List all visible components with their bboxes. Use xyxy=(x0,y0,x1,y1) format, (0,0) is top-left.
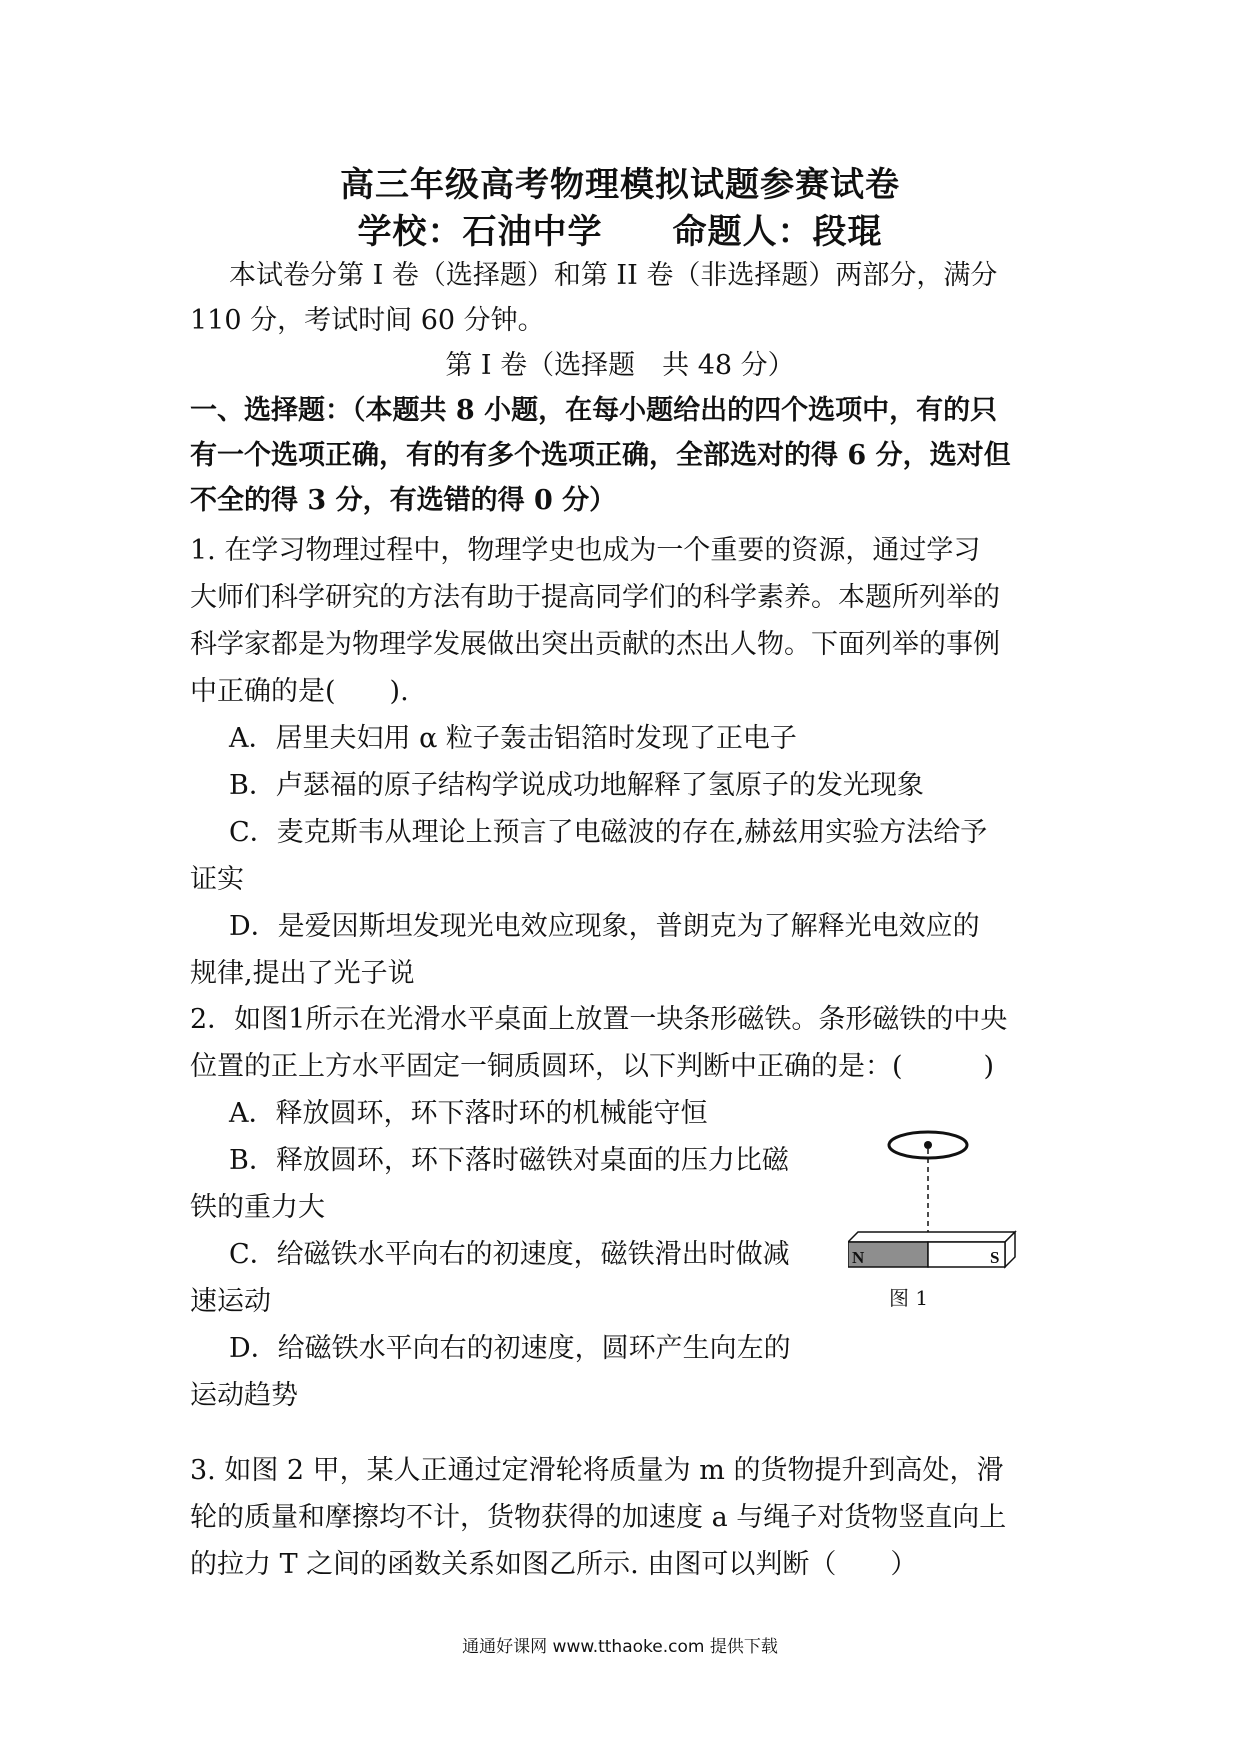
q2-stem-line-2: 位置的正上方水平固定一铜质圆环，以下判断中正确的是：( ) xyxy=(190,1051,995,1082)
q1-option-a: A．居里夫妇用 α 粒子轰击铝箔时发现了正电子 xyxy=(229,723,797,754)
page-title: 高三年级高考物理模拟试题参赛试卷 xyxy=(340,165,900,205)
footer-source-note: 通通好课网 www.tthaoke.com 提供下载 xyxy=(462,1637,778,1657)
instructions-line-2: 有一个选项正确，有的有多个选项正确，全部选对的得 6 分，选对但 xyxy=(190,440,1011,471)
q1-stem-line-4: 中正确的是( ). xyxy=(190,676,409,707)
intro-line-1: 本试卷分第 I 卷（选择题）和第 II 卷（非选择题）两部分，满分 xyxy=(229,260,998,291)
intro-line-2: 110 分，考试时间 60 分钟。 xyxy=(190,305,545,336)
q1-option-b: B．卢瑟福的原子结构学说成功地解释了氢原子的发光现象 xyxy=(229,770,924,801)
q1-stem-line-3: 科学家都是为物理学发展做出突出贡献的杰出人物。下面列举的事例 xyxy=(190,629,1000,660)
q1-option-c: C．麦克斯韦从理论上预言了电磁波的存在,赫兹用实验方法给予 xyxy=(229,817,988,848)
q3-stem-line-2: 轮的质量和摩擦均不计，货物获得的加速度 a 与绳子对货物竖直向上 xyxy=(190,1502,1007,1533)
instructions-line-1: 一、选择题：（本题共 8 小题，在每小题给出的四个选项中，有的只 xyxy=(190,395,998,426)
q2-option-d-cont: 运动趋势 xyxy=(190,1380,298,1411)
q2-option-a: A．释放圆环，环下落时环的机械能守恒 xyxy=(229,1098,708,1129)
instructions-line-3: 不全的得 3 分，有选错的得 0 分） xyxy=(190,485,617,516)
magnet-n-label: N xyxy=(852,1248,865,1267)
q2-stem-line-1: 2．如图1所示在光滑水平桌面上放置一块条形磁铁。条形磁铁的中央 xyxy=(190,1004,1008,1035)
page-subtitle: 学校：石油中学 命题人：段琨 xyxy=(357,212,883,252)
q1-stem-line-1: 1. 在学习物理过程中，物理学史也成为一个重要的资源，通过学习 xyxy=(190,535,981,566)
q2-option-c-cont: 速运动 xyxy=(190,1286,271,1317)
q3-stem-line-1: 3. 如图 2 甲，某人正通过定滑轮将质量为 m 的货物提升到高处，滑 xyxy=(190,1455,1004,1486)
q2-option-d: D．给磁铁水平向右的初速度，圆环产生向左的 xyxy=(229,1333,791,1364)
figure-1-caption: 图 1 xyxy=(889,1286,929,1310)
q3-stem-line-3: 的拉力 T 之间的函数关系如图乙所示. 由图可以判断（ ） xyxy=(190,1549,918,1580)
magnet-s-label: S xyxy=(990,1248,1000,1267)
ring-center-dot xyxy=(924,1141,932,1149)
q1-option-c-cont: 证实 xyxy=(190,864,244,895)
magnet-top-face xyxy=(848,1232,1015,1242)
q1-option-d: D．是爱因斯坦发现光电效应现象，普朗克为了解释光电效应的 xyxy=(229,911,980,942)
q1-stem-line-2: 大师们科学研究的方法有助于提高同学们的科学素养。本题所列举的 xyxy=(190,582,1000,613)
q2-option-c: C．给磁铁水平向右的初速度，磁铁滑出时做减 xyxy=(229,1239,790,1270)
figure-1-ring-and-magnet xyxy=(848,1130,1018,1280)
q2-option-b-cont: 铁的重力大 xyxy=(190,1192,325,1223)
q2-option-b: B．释放圆环，环下落时磁铁对桌面的压力比磁 xyxy=(229,1145,789,1176)
q1-option-d-cont: 规律,提出了光子说 xyxy=(190,958,415,989)
part1-heading: 第 I 卷（选择题 共 48 分） xyxy=(445,350,795,381)
